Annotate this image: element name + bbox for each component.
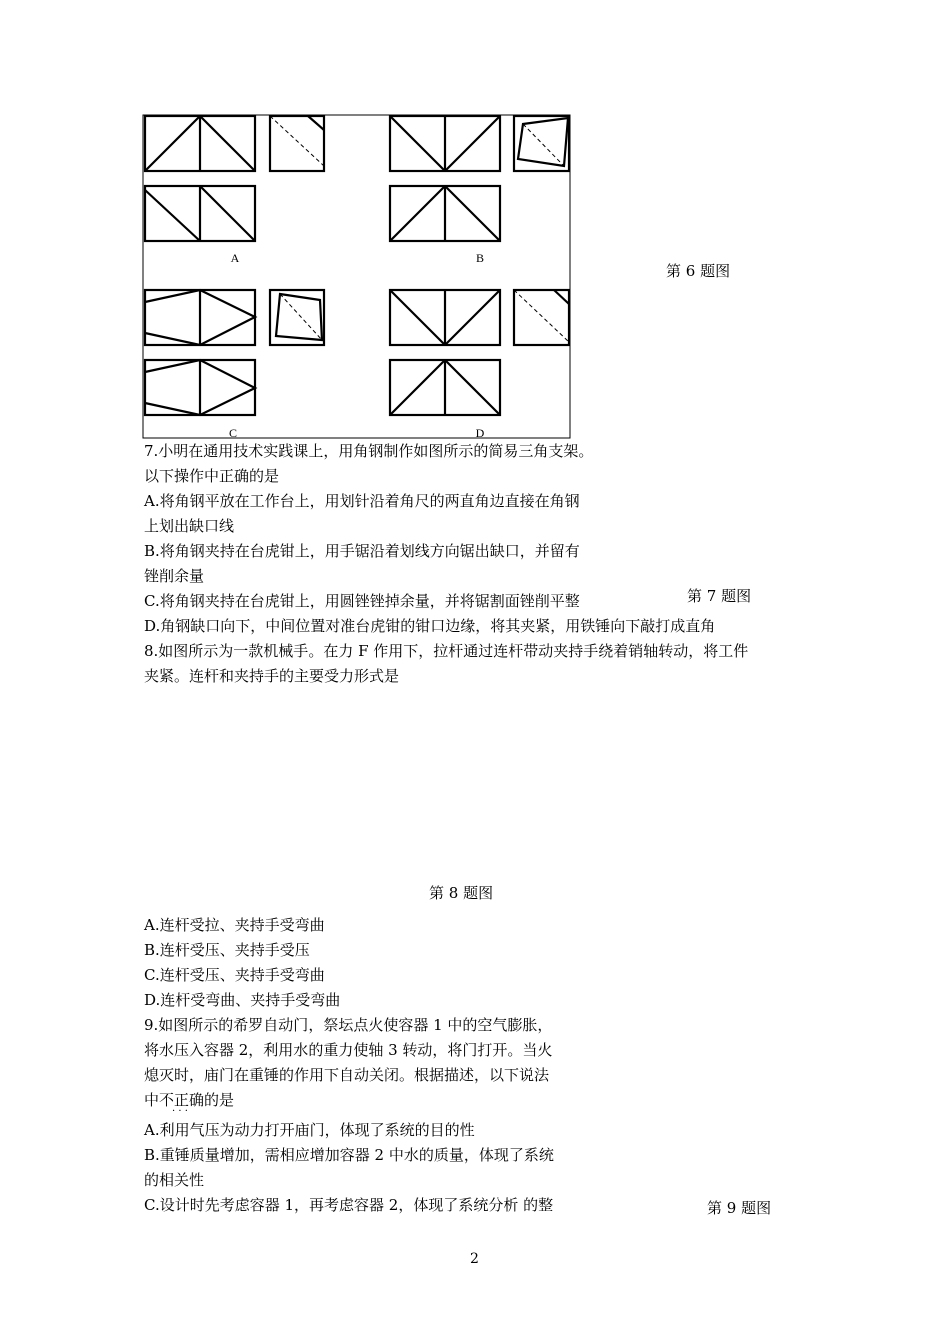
q9-option-a: A.利用气压为动力打开庙门，体现了系统的目的性 xyxy=(144,1121,475,1139)
q9-option-b-line-2: 的相关性 xyxy=(144,1171,205,1189)
option-a-label: A xyxy=(230,251,240,265)
option-d-label: D xyxy=(475,426,485,440)
q9-option-b-line-1: B.重锤质量增加，需相应增加容器 2 中水的质量，体现了系统 xyxy=(144,1146,554,1164)
q9-stem-line-1: 9.如图所示的希罗自动门，祭坛点火使容器 1 中的空气膨胀， xyxy=(144,1016,553,1034)
option-b-label: B xyxy=(475,251,485,265)
q9-stem-line-4 xyxy=(144,1088,235,1117)
q7-stem-line-1: 7.小明在通用技术实践课上，用角钢制作如图所示的简易三角支架。 xyxy=(144,442,594,460)
q7-option-d: D.角钢缺口向下，中间位置对准台虎钳的钳口边缘，将其夹紧，用铁锤向下敲打成直角 xyxy=(144,617,716,635)
q8-stem-line-2: 夹紧。连杆和夹持手的主要受力形式是 xyxy=(144,667,400,685)
q7-stem-line-2: 以下操作中正确的是 xyxy=(144,467,280,485)
figure-6-caption: 第 6 题图 xyxy=(666,262,731,280)
q8-option-c: C.连杆受压、夹持手受弯曲 xyxy=(144,966,325,984)
q8-option-a: A.连杆受拉、夹持手受弯曲 xyxy=(144,916,325,934)
q7-option-a-line-1: A.将角钢平放在工作台上，用划针沿着角尺的两直角边直接在角钢 xyxy=(144,492,580,510)
option-c-drawing xyxy=(145,290,324,415)
q7-option-c: C.将角钢夹持在台虎钳上，用圆锉锉掉余量，并将锯割面锉削平整 xyxy=(144,592,580,610)
q9-stem-line-3: 熄灭时，庙门在重锤的作用下自动关闭。根据描述，以下说法 xyxy=(144,1066,550,1084)
option-d-drawing xyxy=(390,290,569,415)
q9-emphasis-text: 中不正确 · · · xyxy=(144,1091,205,1117)
q7-option-b-line-2: 锉削余量 xyxy=(144,567,205,585)
figure-6-diagram xyxy=(140,112,575,442)
q9-stem-line-2: 将水压入容器 2，利用水的重力使轴 3 转动，将门打开。当火 xyxy=(144,1041,553,1059)
q8-stem-line-1: 8.如图所示为一款机械手。在力 F 作用下，拉杆通过连杆带动夹持手绕着销轴转动，将工件 xyxy=(144,642,749,660)
option-c-label: C xyxy=(228,426,238,440)
option-a-drawing xyxy=(145,116,324,241)
q7-option-a-line-2: 上划出缺口线 xyxy=(144,517,235,535)
q9-option-c: C.设计时先考虑容器 1，再考虑容器 2，体现了系统分析 的整 xyxy=(144,1196,554,1214)
q7-option-b-line-1: B.将角钢夹持在台虎钳上，用手锯沿着划线方向锯出缺口，并留有 xyxy=(144,542,580,560)
q8-option-d: D.连杆受弯曲、夹持手受弯曲 xyxy=(144,991,341,1009)
figure-9-caption: 第 9 题图 xyxy=(707,1199,772,1217)
page-number: 2 xyxy=(470,1251,479,1267)
q9-stem-line-4-rest: 的是 xyxy=(204,1091,235,1109)
figure-8-caption: 第 8 题图 xyxy=(429,884,494,902)
q8-option-b: B.连杆受压、夹持手受压 xyxy=(144,941,310,959)
option-b-drawing xyxy=(390,116,569,241)
figure-7-caption: 第 7 题图 xyxy=(687,587,752,605)
